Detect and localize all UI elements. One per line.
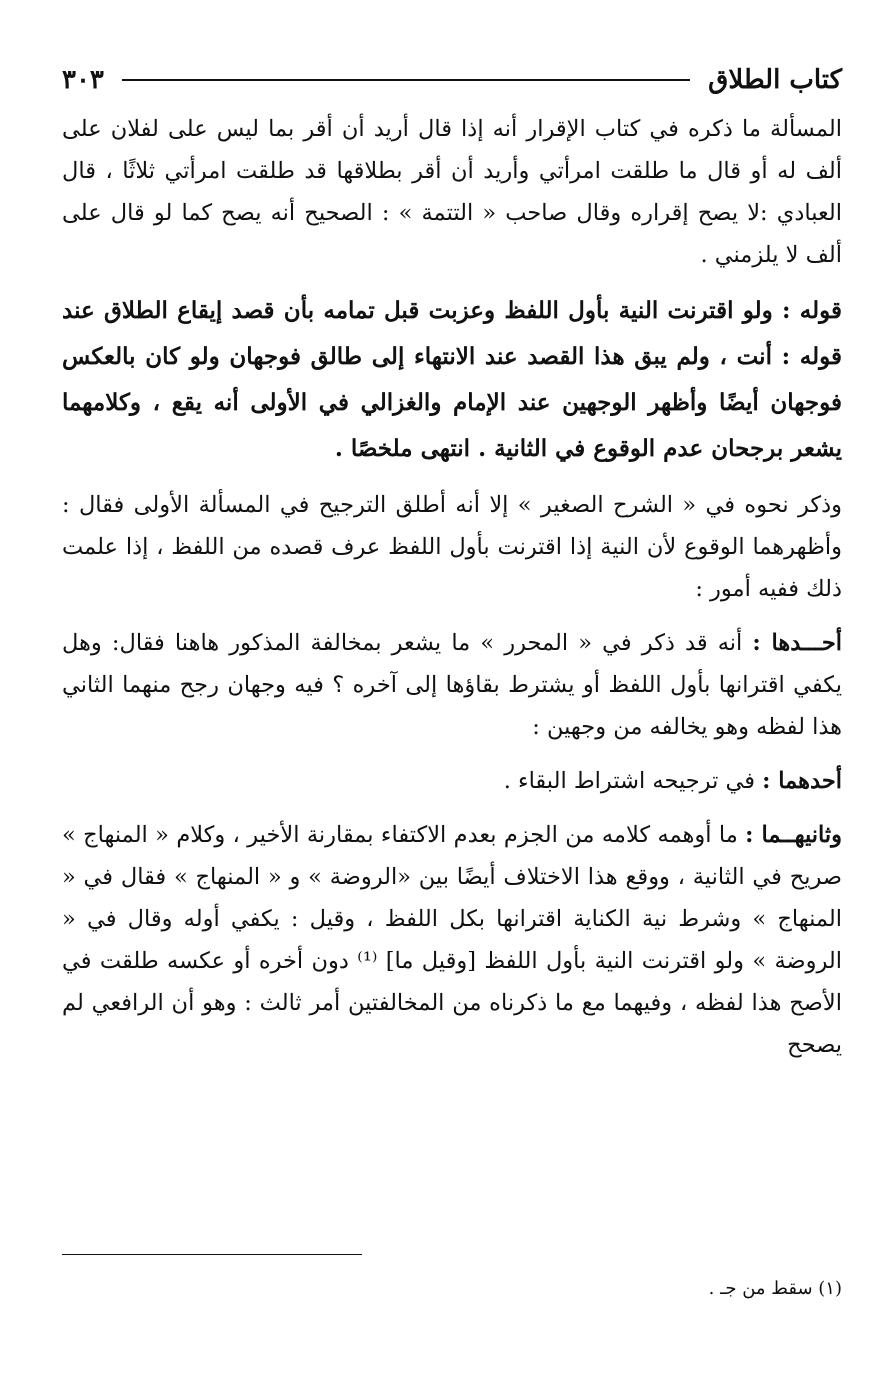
paragraph-text: قوله : ولو اقترنت النية بأول اللفظ وعزبت قبل تمامه بأن قصد إيقاع الطلاق عند قوله : أنت ، ولم يبق هذا القصد عند الانتهاء إلى طالق فوجهان ولو كان بالعكس فوجهان أيضًا وأظهر الوجهين عند الإمام والغزالي في الأولى أنه يقع ، وكلامهما يشعر برجحان عدم الوقوع في الثانية . انتهى ملخصًا . [62, 297, 842, 462]
paragraph-lead: أحـــدها : [752, 630, 842, 656]
paragraph-lead: وثانيهــما : [745, 822, 842, 848]
paragraph-6 [62, 814, 842, 1066]
paragraph-1 [62, 108, 842, 276]
quoted-passage [62, 288, 842, 472]
paragraph-5 [62, 760, 842, 802]
book-page [62, 58, 842, 1358]
paragraph-text: ما أوهمه كلامه من الجزم بعدم الاكتفاء بمقارنة الأخير ، وكلام « المنهاج » صريح في الثانية ، ووقع هذا الاختلاف أيضًا بين «الروضة » و « المنهاج » فقال في « المنهاج » وشرط نية الكناية اقترانها بكل اللفظ ، وقيل : يكفي أوله وقال في « الروضة » ولو اقترنت النية بأول اللفظ [وقيل ما] ⁽¹⁾ دون أخره أو عكسه طلقت في الأصح هذا لفظه ، وفيهما مع ما ذكرناه من المخالفتين أمر ثالث : وهو أن الرافعي لم يصحح [62, 822, 842, 1058]
page-header [62, 58, 842, 102]
paragraph-text: أنه قد ذكر في « المحرر » ما يشعر بمخالفة المذكور هاهنا فقال: وهل يكفي اقترانها بأول اللفظ أو يشترط بقاؤها إلى آخره ؟ فيه وجهان رجح منهما الثاني هذا لفظه وهو يخالفه من وجهين : [62, 630, 842, 740]
header-rule [122, 79, 690, 81]
running-title: كتاب الطلاق [708, 65, 842, 95]
paragraph-3 [62, 484, 842, 610]
page-body [62, 108, 842, 1066]
paragraph-text: وذكر نحوه في « الشرح الصغير » إلا أنه أطلق الترجيح في المسألة الأولى فقال : وأظهرهما الوقوع لأن النية إذا اقترنت بأول اللفظ عرف قصده من اللفظ ، إذا علمت ذلك ففيه أمور : [62, 492, 842, 602]
footnote-rule [62, 1254, 362, 1255]
footnote: (١) سقط من جـ . [708, 1278, 842, 1299]
paragraph-text: في ترجيحه اشتراط البقاء . [503, 768, 763, 794]
page-number: ٣٠٣ [62, 65, 104, 95]
paragraph-lead: أحدهما : [762, 768, 842, 794]
paragraph-text: المسألة ما ذكره في كتاب الإقرار أنه إذا قال أريد أن أقر بما ليس على لفلان على ألف له أو قال ما طلقت امرأتي وأريد أن أقر بطلاقها قد طلقت امرأتي ثلاثًا ، قال العبادي :لا يصح إقراره وقال صاحب « التتمة » : الصحيح أنه يصح كما لو قال على ألف لا يلزمني . [62, 116, 842, 268]
paragraph-4 [62, 622, 842, 748]
